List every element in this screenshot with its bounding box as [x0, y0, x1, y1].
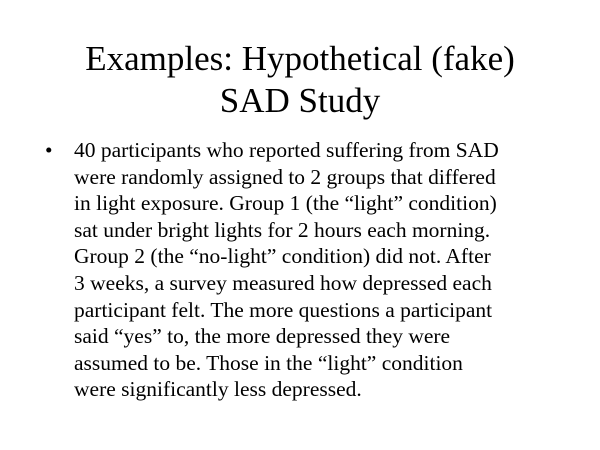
bullet-icon: •	[45, 138, 53, 162]
bullet-text-line: were significantly less depressed.	[74, 377, 362, 402]
bullet-text-line: assumed to be. Those in the “light” condition	[74, 350, 463, 375]
bullet-text-line: sat under bright lights for 2 hours each morning.	[74, 217, 491, 242]
bullet-item	[45, 137, 565, 403]
slide-title-line: Examples: Hypothetical (fake)	[85, 39, 515, 78]
bullet-text-line: were randomly assigned to 2 groups that differed	[74, 164, 496, 189]
bullet-text-line: 3 weeks, a survey measured how depressed each	[74, 270, 492, 295]
slide-title-line: SAD Study	[219, 81, 381, 120]
bullet-text-line: in light exposure. Group 1 (the “light” condition)	[74, 191, 497, 216]
bullet-text-line: Group 2 (the “no-light” condition) did not. After	[74, 244, 491, 269]
bullet-list	[45, 137, 565, 403]
bullet-text-line: 40 participants who reported suffering from SAD	[74, 138, 499, 162]
slide-title	[40, 38, 560, 122]
bullet-text-line: said “yes” to, the more depressed they were	[74, 324, 451, 349]
bullet-text-line: participant felt. The more questions a participant	[74, 297, 493, 322]
